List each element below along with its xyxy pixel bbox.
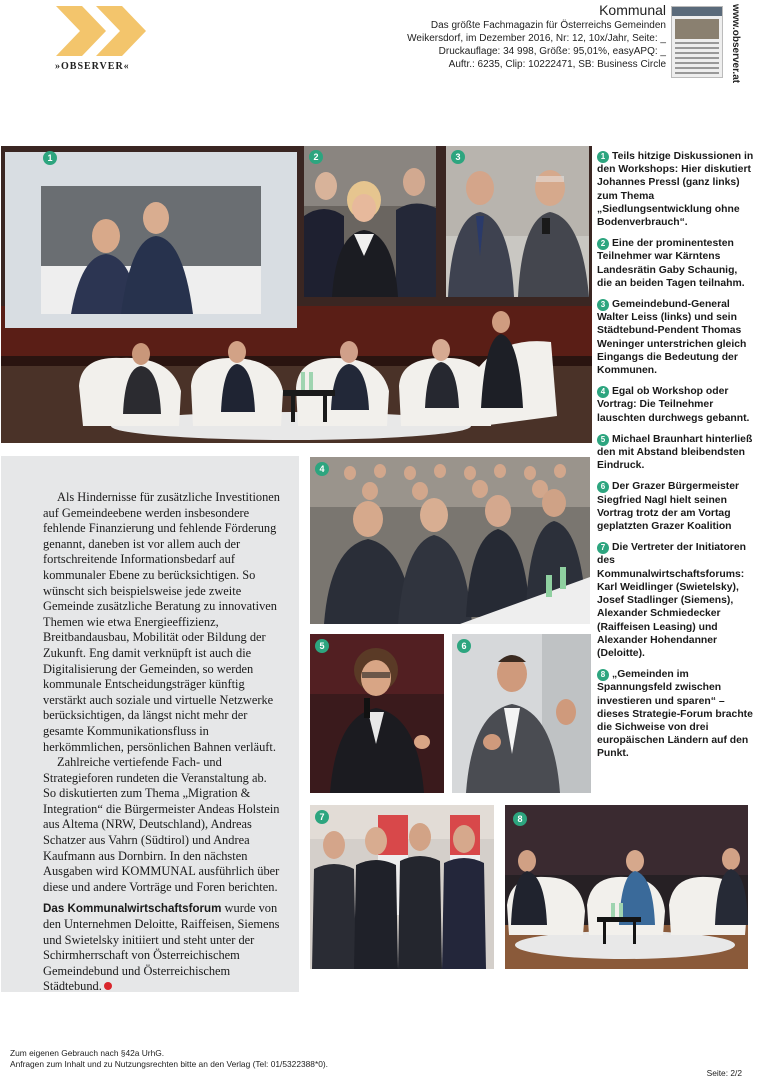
caption-badge-7: 7: [597, 542, 609, 554]
caption-1: [597, 150, 755, 229]
circulation-info: Druckauflage: 34 998, Größe: 95,01%, easyAPQ: _: [438, 46, 666, 57]
photo-badge-3: 3: [451, 150, 465, 164]
clipping-header: [407, 2, 666, 71]
photo-michael-braunhart: [310, 634, 444, 793]
photo-badge-6: 6: [457, 639, 471, 653]
caption-5: [597, 433, 755, 473]
photo-badge-8: 8: [513, 812, 527, 826]
footer-notice: [10, 1048, 328, 1070]
article-text-box: [1, 456, 299, 992]
photo-leiss-weninger: [446, 146, 589, 297]
caption-badge-6: 6: [597, 481, 609, 493]
photo-badge-7: 7: [315, 810, 329, 824]
photo-captions: [597, 150, 755, 769]
footer-rights-line: Anfragen zum Inhalt und zu Nutzungsrechten bitte an den Verlag (Tel: 01/5322388*0).: [10, 1059, 328, 1069]
publication-name: Kommunal: [599, 2, 666, 18]
caption-text-5: Michael Braunhart hinterließ den mit Abstand bleibendsten Eindruck.: [597, 433, 753, 472]
article-paragraph-3: [43, 901, 281, 995]
issue-info: Weikersdorf, im Dezember 2016, Nr: 12, 10x/Jahr, Seite: _: [407, 33, 666, 44]
article-paragraph-3-text: wurde von den Unternehmen Deloitte, Raiffeisen, Siemens und Swietelsky initiiert und steht unter der Schirmherrschaft von Österreichischem Gemeindebund und Österreichischem Städtebund.: [43, 901, 280, 994]
article-paragraph-2: Zahlreiche vertiefende Fach- und Strategieforen rundeten die Veranstaltung ab. So diskutierten zum Thema „Migration & Integration“ die Bürgermeister Andeas Holstein aus Altema (NRW, Deutschland), Andreas Schatzer aus Vahrn (Südtirol) und Andrea Kaufmann aus Dornbirn. In den nächsten Ausgaben wird KOMMUNAL ausführlich über diese und andere Vorträge und Foren berichten.: [43, 755, 280, 894]
photo-initiators: [310, 805, 494, 969]
caption-badge-3: 3: [597, 299, 609, 311]
caption-badge-2: 2: [597, 238, 609, 250]
publication-tagline: Das größte Fachmagazin für Österreichs Gemeinden: [430, 20, 666, 31]
caption-badge-8: 8: [597, 669, 609, 681]
caption-7: [597, 541, 755, 660]
logo-wordmark: »OBSERVER«: [55, 61, 130, 72]
caption-text-4: Egal ob Workshop oder Vortrag: Die Teilnehmer lauschten durchwegs gebannt.: [597, 386, 750, 424]
photo-gaby-schaunig: [304, 146, 436, 297]
footer-copyright-line: Zum eigenen Gebrauch nach §42a UrhG.: [10, 1048, 165, 1058]
caption-text-8: „Gemeinden im Spannungsfeld zwischen investieren und sparen“ – dieses Strategie-Forum brachte die Sichweise von drei europäischen Ländern auf den Punkt.: [597, 669, 753, 760]
photo-strategy-forum: [505, 805, 748, 969]
caption-8: [597, 668, 755, 760]
caption-text-1: Teils hitzige Diskussionen in den Workshops: Hier diskutiert Johannes Pressl (ganz links) zum Thema „Siedlungsentwicklung ohne Bodenverbrauch“.: [597, 151, 754, 229]
photo-badge-2: 2: [309, 150, 323, 164]
caption-4: [597, 385, 755, 425]
page-thumbnail: [671, 6, 723, 78]
caption-badge-1: 1: [597, 151, 609, 163]
article-paragraph-1: Als Hindernisse für zusätzliche Investitionen auf Gemeindeebene werden insbesondere fehlende Finanzierung und fehlende Förderung genannt, daneben ist vor allem auch der fortschreitende Informationsbedarf auf kommunaler Ebene zu berücksichtigen. So wünscht sich beispielsweise jede zweite Gemeinde zusätzliche Beratung zu innovativen Themen wie etwa Energieeffizienz, Breitbandausbau, Mobilität oder Bildung der Zukunft. Eng damit verknüpft ist auch die Digitalisierung der Gemeinden, so werden kommunale Entscheidungsträger künftig verstärkt auch soziale und virtuelle Netzwerke berücksichtigen, da längst nicht mehr der gesamte Kommunikationsfluss in herkömmlichen, persönlichen Bahnen verläuft.: [43, 490, 280, 754]
photo-audience: [310, 457, 590, 624]
caption-2: [597, 237, 755, 290]
caption-text-2: Eine der prominentesten Teilnehmer war Kärntens Landesrätin Gaby Schaunig, die an beiden Tagen teilnahm.: [597, 238, 745, 289]
caption-text-3: Gemeindebund-General Walter Leiss (links) und sein Städtebund-Pendent Thomas Weninger unterstrichen gleich Eingangs die Bedeutung der Kommunen.: [597, 299, 747, 377]
page-number: Seite: 2/2: [706, 1068, 742, 1078]
observer-url: www.observer.at: [730, 4, 741, 84]
caption-3: [597, 298, 755, 377]
caption-6: [597, 480, 755, 533]
caption-text-6: Der Grazer Bürgermeister Siegfried Nagl hielt seinen Vortrag trotz der am Vortag geplatzten Grazer Koalition: [597, 481, 740, 533]
caption-text-7: Die Vertreter der Initiatoren des Kommunalwirtschaftsforums: Karl Weidlinger (Swietelsky), Josef Stadlinger (Siemens), Alexander Schmiedecker (Raiffeisen Leasing) und Alexander Hohendanner (Deloitte).: [597, 542, 746, 659]
caption-badge-5: 5: [597, 434, 609, 446]
photo-badge-5: 5: [315, 639, 329, 653]
article-lead-bold: Das Kommunalwirtschaftsforum: [43, 902, 222, 916]
photo-siegfried-nagl: [452, 634, 591, 793]
photo-badge-1: 1: [43, 151, 57, 165]
caption-badge-4: 4: [597, 386, 609, 398]
end-mark-icon: [104, 982, 112, 990]
photo-badge-4: 4: [315, 462, 329, 476]
order-info: Auftr.: 6235, Clip: 10222471, SB: Business Circle: [448, 59, 666, 70]
